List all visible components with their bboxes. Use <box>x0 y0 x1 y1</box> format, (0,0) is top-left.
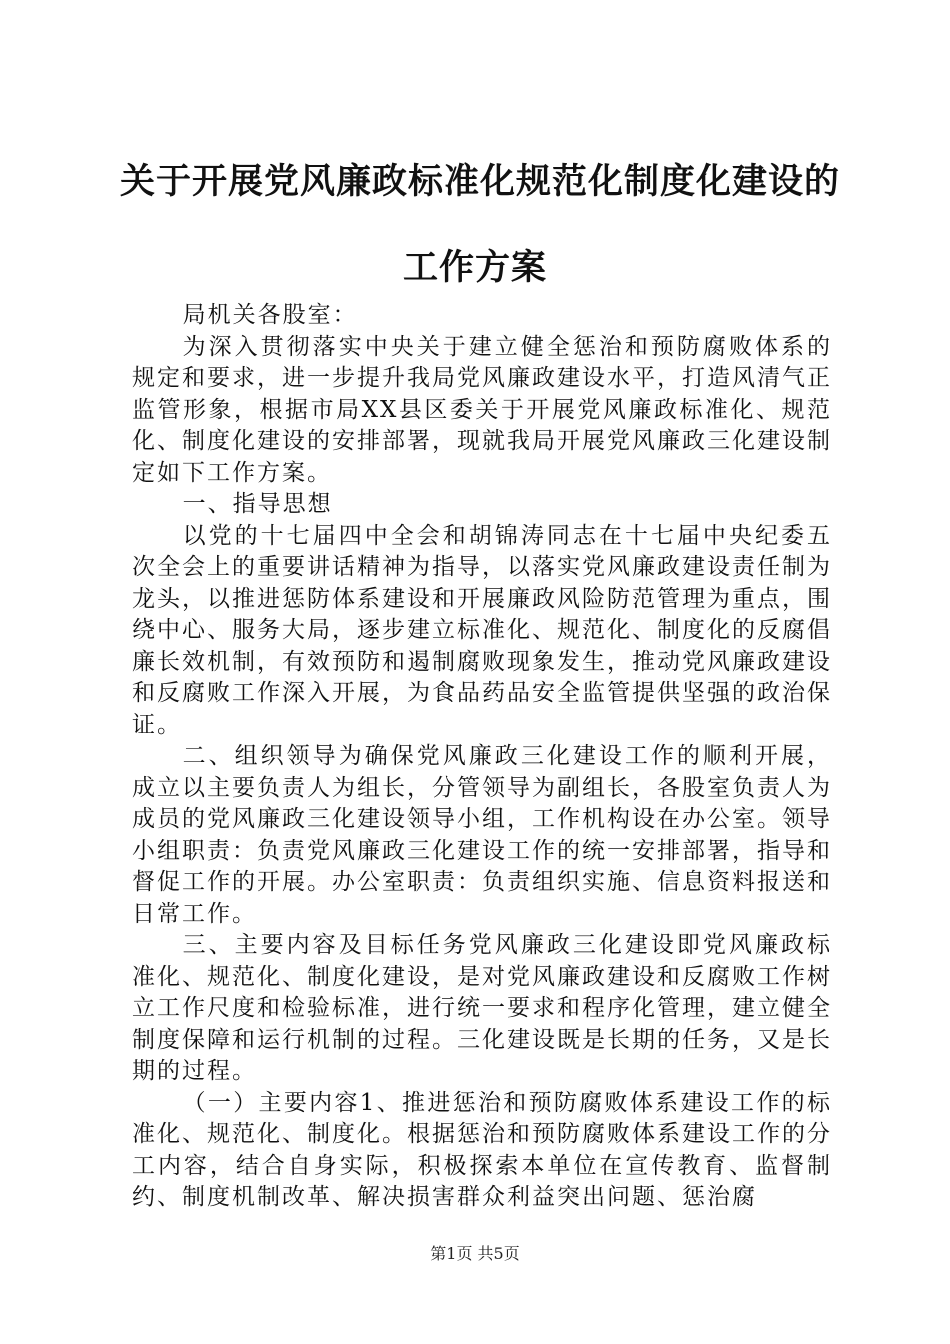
main-content-item-paragraph: （一）主要内容1、推进惩治和预防腐败体系建设工作的标准化、规范化、制度化。根据惩治和预防腐败体系建设工作的分工内容，结合自身实际，积极探索本单位在宣传教育、监督制约、制度机制改革、解决损害群众利益突出问题、惩治腐 <box>132 1089 832 1210</box>
salutation: 局机关各股室： <box>182 302 358 328</box>
document-body <box>132 300 832 1214</box>
document-title-line-1: 关于开展党风廉政标准化规范化制度化建设的 <box>120 162 841 202</box>
document-title-line-2: 工作方案 <box>402 248 547 288</box>
organization-leadership-paragraph: 二、组织领导为确保党风廉政三化建设工作的顺利开展，成立以主要负责人为组长，分管领导为副组长，各股室负责人为成员的党风廉政三化建设领导小组，工作机构设在办公室。领导小组职责：负责党风廉政三化建设工作的统一安排部署，指导和督促工作的开展。办公室职责：负责组织实施、信息资料报送和日常工作。 <box>132 743 832 927</box>
guiding-ideology-paragraph: 以党的十七届四中全会和胡锦涛同志在十七届中央纪委五次全会上的重要讲话精神为指导，以落实党风廉政建设责任制为龙头，以推进惩防体系建设和开展廉政风险防范管理为重点，围绕中心、服务大局，逐步建立标准化、规范化、制度化的反腐倡廉长效机制，有效预防和遏制腐败现象发生，推动党风廉政建设和反腐败工作深入开展，为食品药品安全监管提供坚强的政治保证。 <box>132 522 832 738</box>
section-heading-guiding-ideology: 一、指导思想 <box>182 491 333 517</box>
intro-paragraph: 为深入贯彻落实中央关于建立健全惩治和预防腐败体系的规定和要求，进一步提升我局党风廉政建设水平，打造风清气正监管形象，根据市局XX县区委关于开展党风廉政标准化、规范化、制度化建设的安排部署，现就我局开展党风廉政三化建设制定如下工作方案。 <box>132 333 832 486</box>
main-content-tasks-paragraph: 三、主要内容及目标任务党风廉政三化建设即党风廉政标准化、规范化、制度化建设，是对党风廉政建设和反腐败工作树立工作尺度和检验标准，进行统一要求和程序化管理，建立健全制度保障和运行机制的过程。三化建设既是长期的任务，又是长期的过程。 <box>132 932 832 1084</box>
page-number-footer: 第1页 共5页 <box>430 1244 520 1263</box>
